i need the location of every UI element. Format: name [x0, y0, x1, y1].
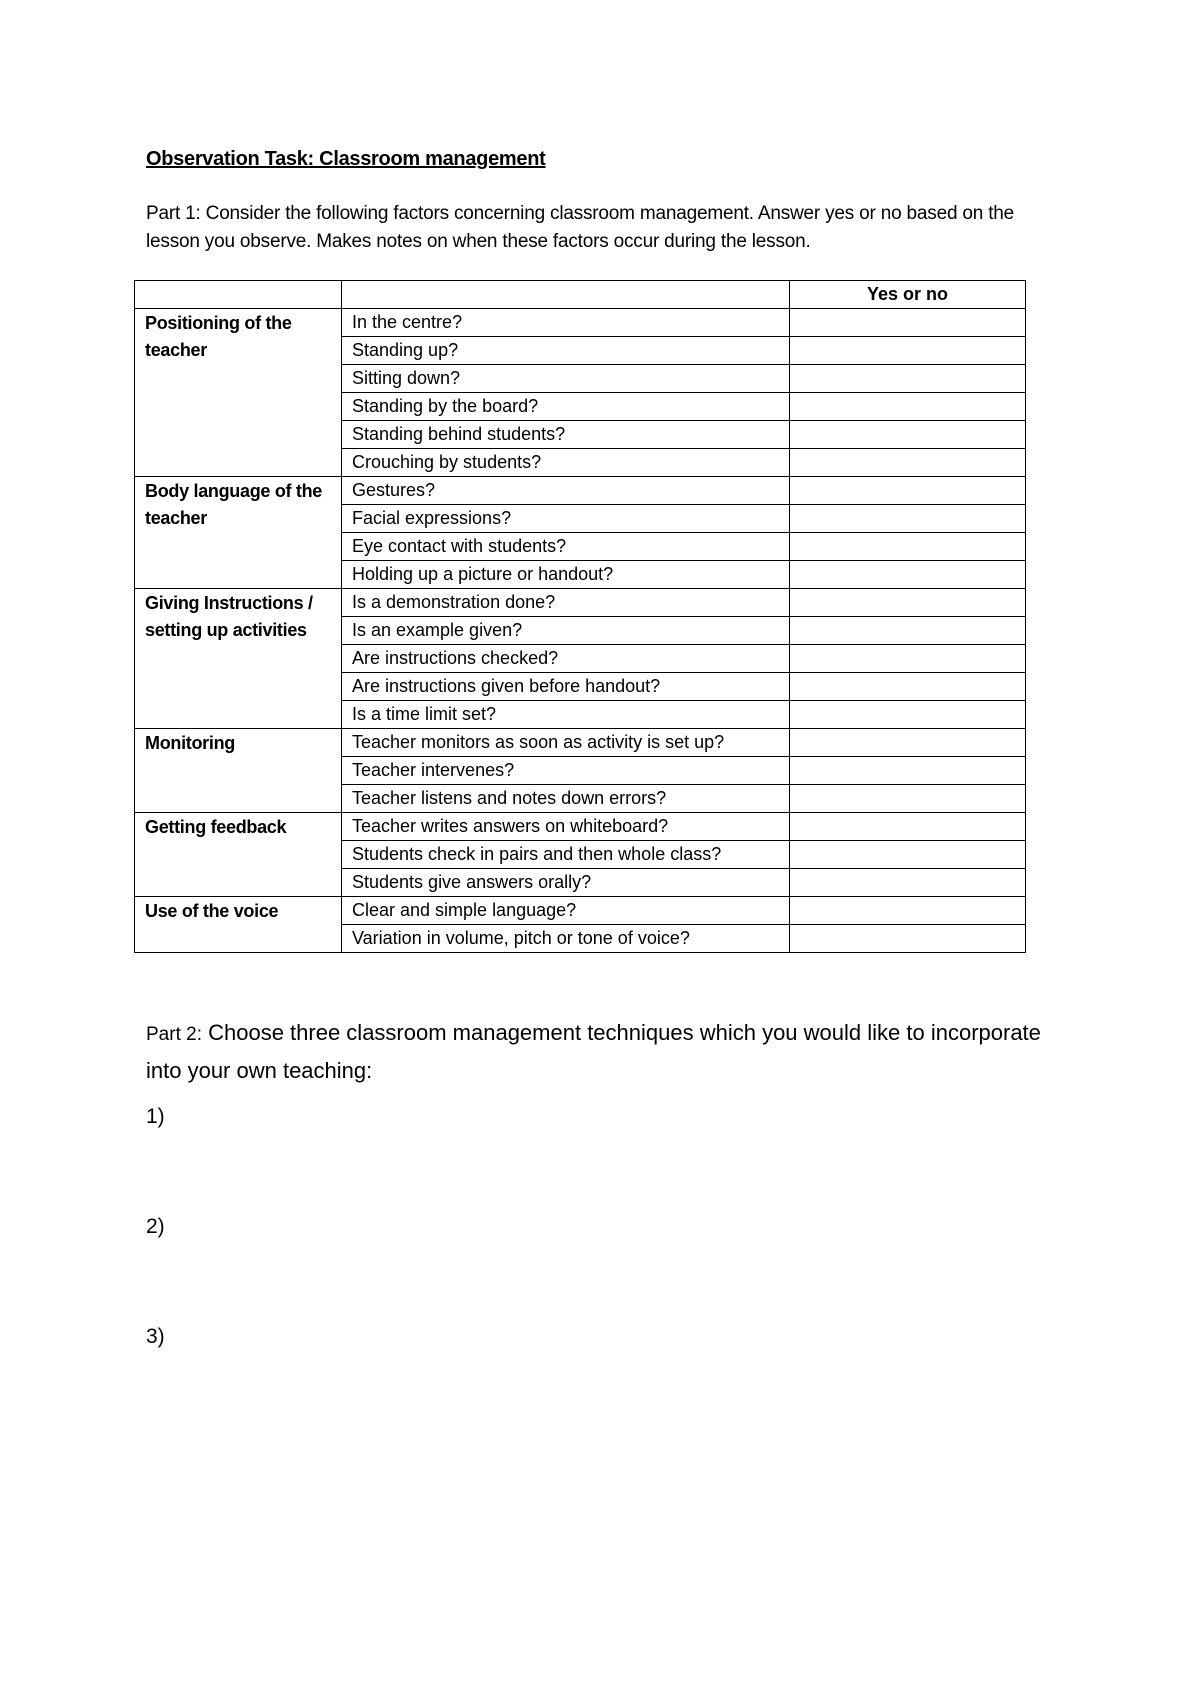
yes-or-no-answer-cell[interactable]: [790, 785, 1026, 813]
item-cell: Teacher writes answers on whiteboard?: [342, 813, 790, 841]
document-title: Observation Task: Classroom management: [146, 148, 546, 170]
item-cell: Are instructions given before handout?: [342, 673, 790, 701]
yes-or-no-answer-cell[interactable]: [790, 337, 1026, 365]
item-cell: Sitting down?: [342, 365, 790, 393]
yes-or-no-answer-cell[interactable]: [790, 477, 1026, 505]
category-cell: Body language of the teacher: [135, 477, 342, 589]
item-cell: Gestures?: [342, 477, 790, 505]
part2-instructions: [146, 1015, 1046, 1089]
yes-or-no-answer-cell[interactable]: [790, 757, 1026, 785]
header-cell-item: [342, 281, 790, 309]
yes-or-no-answer-cell[interactable]: [790, 393, 1026, 421]
yes-or-no-answer-cell[interactable]: [790, 617, 1026, 645]
table-header-row: [135, 281, 1026, 309]
yes-or-no-answer-cell[interactable]: [790, 365, 1026, 393]
item-cell: Crouching by students?: [342, 449, 790, 477]
item-cell: Standing by the board?: [342, 393, 790, 421]
part2-text: Choose three classroom management techniques which you would like to incorporate into your own teaching:: [146, 1020, 1041, 1083]
item-cell: Students give answers orally?: [342, 869, 790, 897]
yes-or-no-answer-cell[interactable]: [790, 841, 1026, 869]
item-cell: Are instructions checked?: [342, 645, 790, 673]
yes-or-no-answer-cell[interactable]: [790, 897, 1026, 925]
item-cell: Clear and simple language?: [342, 897, 790, 925]
item-cell: Standing up?: [342, 337, 790, 365]
item-cell: Facial expressions?: [342, 505, 790, 533]
yes-or-no-answer-cell[interactable]: [790, 869, 1026, 897]
answer-1-label: 1): [146, 1105, 165, 1128]
header-cell-yes-or-no: Yes or no: [790, 281, 1026, 309]
item-cell: Is a demonstration done?: [342, 589, 790, 617]
yes-or-no-answer-cell[interactable]: [790, 309, 1026, 337]
item-cell: Standing behind students?: [342, 421, 790, 449]
yes-or-no-answer-cell[interactable]: [790, 645, 1026, 673]
table-row: [135, 729, 1026, 757]
item-cell: Variation in volume, pitch or tone of voice?: [342, 925, 790, 953]
item-cell: In the centre?: [342, 309, 790, 337]
yes-or-no-answer-cell[interactable]: [790, 533, 1026, 561]
table-row: [135, 477, 1026, 505]
category-cell: Monitoring: [135, 729, 342, 813]
part2-label: Part 2:: [146, 1024, 202, 1045]
yes-or-no-answer-cell[interactable]: [790, 673, 1026, 701]
yes-or-no-answer-cell[interactable]: [790, 561, 1026, 589]
item-cell: Is an example given?: [342, 617, 790, 645]
table-row: [135, 813, 1026, 841]
yes-or-no-answer-cell[interactable]: [790, 813, 1026, 841]
category-cell: Positioning of the teacher: [135, 309, 342, 477]
yes-or-no-answer-cell[interactable]: [790, 701, 1026, 729]
item-cell: Holding up a picture or handout?: [342, 561, 790, 589]
part1-label: Part 1:: [146, 203, 201, 224]
yes-or-no-answer-cell[interactable]: [790, 449, 1026, 477]
table-row: [135, 897, 1026, 925]
item-cell: Students check in pairs and then whole class?: [342, 841, 790, 869]
category-cell: Getting feedback: [135, 813, 342, 897]
observation-table: [134, 280, 1026, 953]
table-row: [135, 589, 1026, 617]
yes-or-no-answer-cell[interactable]: [790, 421, 1026, 449]
yes-or-no-answer-cell[interactable]: [790, 729, 1026, 757]
answer-2-label: 2): [146, 1215, 165, 1238]
item-cell: Is a time limit set?: [342, 701, 790, 729]
header-cell-category: [135, 281, 342, 309]
yes-or-no-answer-cell[interactable]: [790, 505, 1026, 533]
answer-3-label: 3): [146, 1325, 165, 1348]
category-cell: Use of the voice: [135, 897, 342, 953]
category-cell: Giving Instructions / setting up activities: [135, 589, 342, 729]
table-row: [135, 309, 1026, 337]
yes-or-no-answer-cell[interactable]: [790, 589, 1026, 617]
item-cell: Eye contact with students?: [342, 533, 790, 561]
item-cell: Teacher listens and notes down errors?: [342, 785, 790, 813]
part1-instructions: [146, 200, 1046, 256]
part1-text: Consider the following factors concerning classroom management. Answer yes or no based on the lesson you observe. Makes notes on when these factors occur during the lesson.: [146, 203, 1015, 252]
item-cell: Teacher monitors as soon as activity is set up?: [342, 729, 790, 757]
yes-or-no-answer-cell[interactable]: [790, 925, 1026, 953]
item-cell: Teacher intervenes?: [342, 757, 790, 785]
